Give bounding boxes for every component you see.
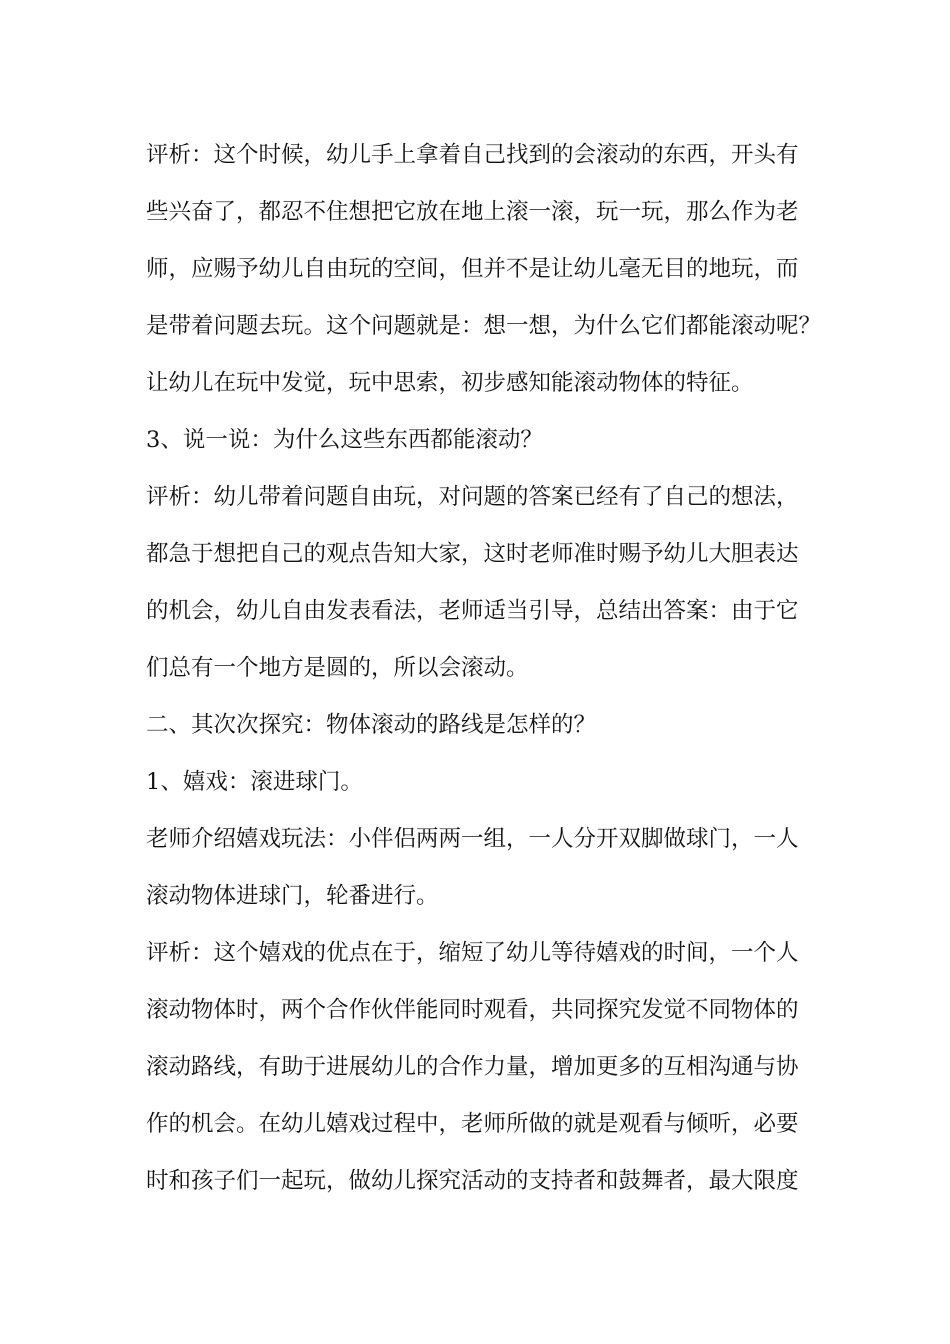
text-line: 评析：这个时候，幼儿手上拿着自己找到的会滚动的东西，开头有 (146, 142, 799, 168)
text-line: 滚动路线，有助于进展幼儿的合作力量，增加更多的互相沟通与协 (146, 1054, 799, 1080)
text-line: 些兴奋了，都忍不住想把它放在地上滚一滚，玩一玩，那么作为老 (146, 199, 799, 225)
text-line: 评析：幼儿带着问题自由玩，对问题的答案已经有了自己的想法， (146, 484, 799, 510)
text-line: 滚动物体进球门，轮番进行。 (146, 883, 439, 909)
text-line: 作的机会。在幼儿嬉戏过程中，老师所做的就是观看与倾听，必要 (146, 1111, 799, 1137)
text-line: 都急于想把自己的观点告知大家，这时老师准时赐予幼儿大胆表达 (146, 541, 799, 567)
text-line: 让幼儿在玩中发觉，玩中思索，初步感知能滚动物体的特征。 (146, 370, 754, 396)
section-heading: 3、说一说：为什么这些东西都能滚动？ (146, 427, 543, 453)
text-line: 滚动物体时，两个合作伙伴能同时观看，共同探究发觉不同物体的 (146, 997, 799, 1023)
text-line: 师，应赐予幼儿自由玩的空间，但并不是让幼儿毫无目的地玩，而 (146, 256, 799, 282)
text-line: 老师介绍嬉戏玩法：小伴侣两两一组，一人分开双脚做球门，一人 (146, 826, 799, 852)
text-line: 的机会，幼儿自由发表看法，老师适当引导，总结出答案：由于它 (146, 598, 799, 624)
text-line: 时和孩子们一起玩，做幼儿探究活动的支持者和鼓舞者，最大限度 (146, 1168, 799, 1194)
section-heading: 二、其次次探究：物体滚动的路线是怎样的？ (146, 712, 597, 738)
text-line: 们总有一个地方是圆的，所以会滚动。 (146, 655, 529, 681)
text-line: 是带着问题去玩。这个问题就是：想一想，为什么它们都能滚动呢？ (146, 313, 822, 339)
text-line: 评析：这个嬉戏的优点在于，缩短了幼儿等待嬉戏的时间，一个人 (146, 940, 799, 966)
section-heading: 1、嬉戏：滚进球门。 (146, 769, 363, 795)
